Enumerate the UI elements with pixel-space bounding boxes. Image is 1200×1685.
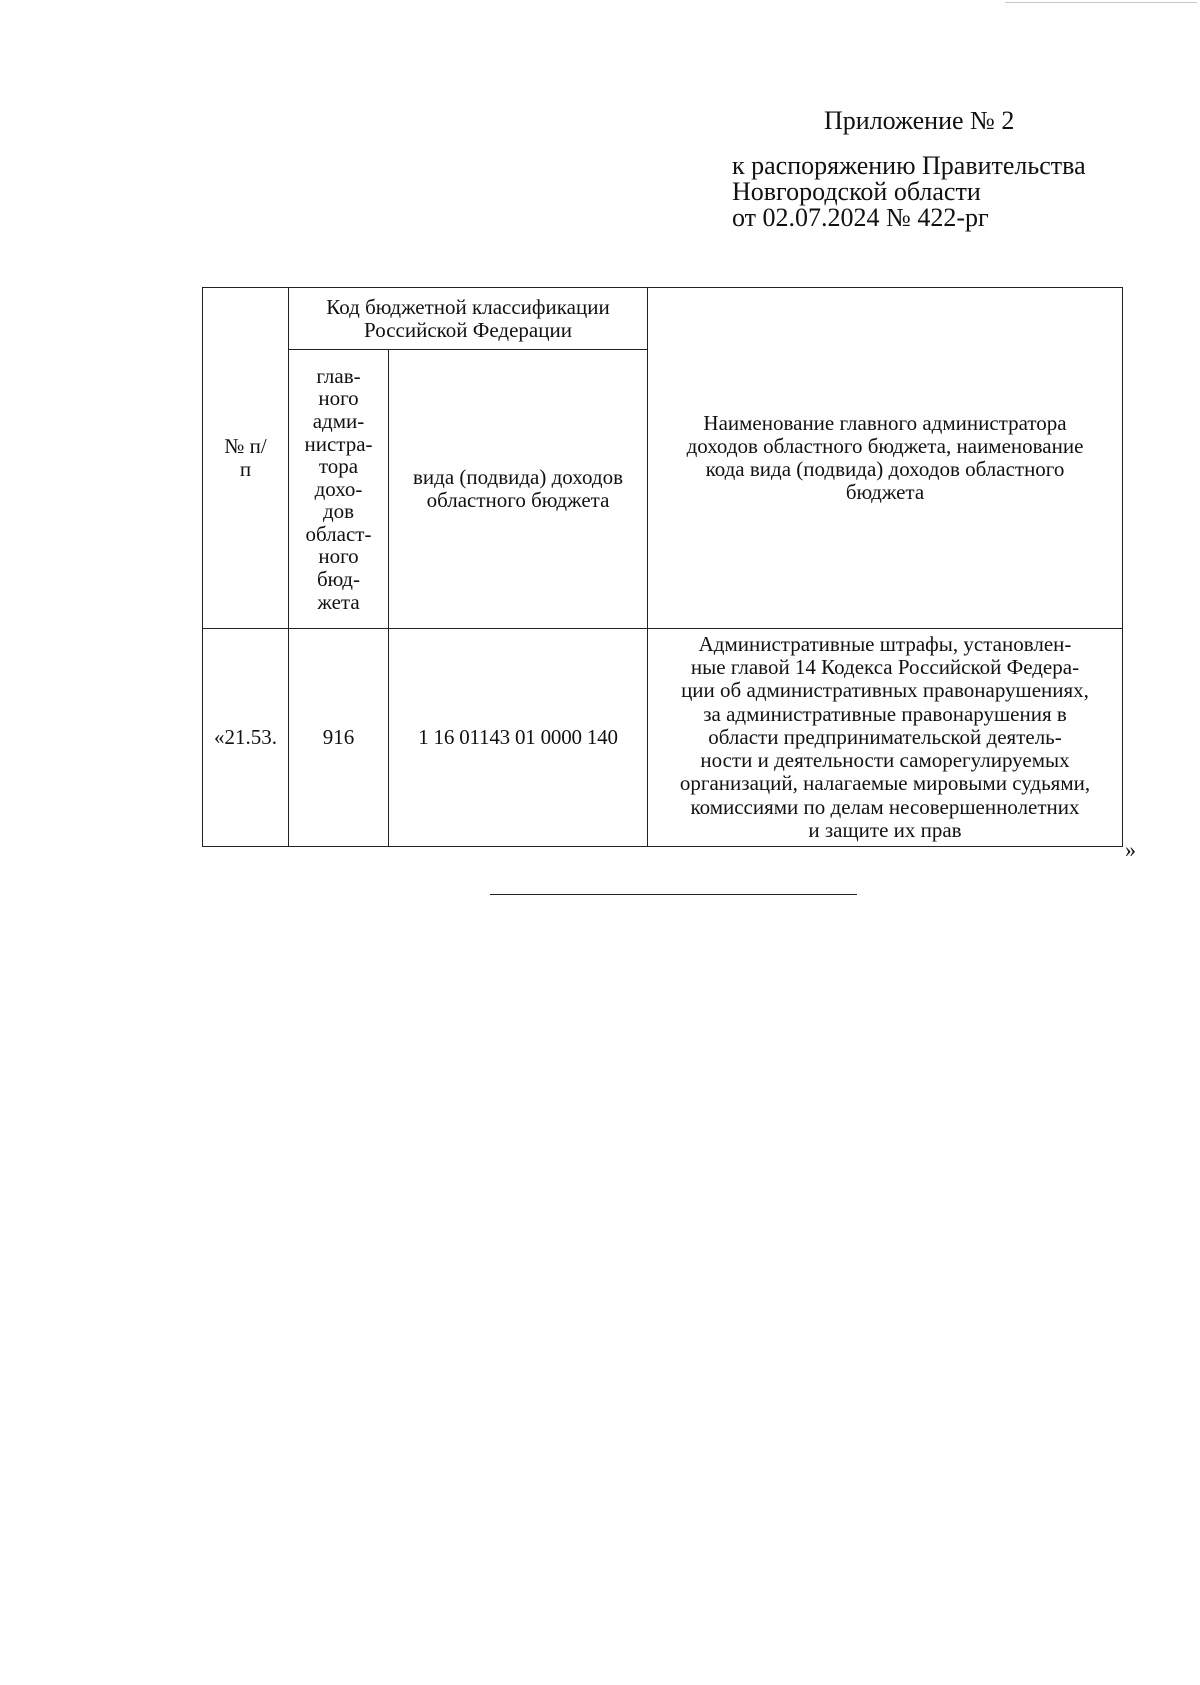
revenue-code-cell: 1 16 01143 01 0000 140 (389, 629, 648, 847)
description-cell (648, 629, 1123, 847)
header-row-number-label: № п/п (224, 434, 267, 481)
budget-classification-table (202, 287, 1123, 847)
header-chief-admin-label: глав- ного адми- нистра- тора дохо- дов област- ного бюд- жета (304, 363, 373, 614)
appendix-reference-line-1: к распоряжению Правительства (732, 151, 1086, 180)
appendix-title: Приложение № 2 (824, 106, 1015, 135)
closing-quote: » (1125, 837, 1136, 862)
appendix-reference-line-3: от 02.07.2024 № 422-рг (732, 203, 989, 232)
page-edge-line (1005, 2, 1197, 3)
appendix-reference-line-2: Новгородской области (732, 177, 981, 206)
header-name-label: Наименование главного администратора доходов областного бюджета, наименование кода вида (подвида) доходов областного бюджета (686, 411, 1084, 504)
header-budget-code-label: Код бюджетной классификации Российской Федерации (326, 294, 610, 342)
table-header-row-1 (203, 288, 1123, 350)
description-text: Административные штрафы, установлен- ные главой 14 Кодекса Российской Федера- ции об административных правонарушениях, за административные правонарушения в области предпринимательской деятель- ности и деятельности саморегулируемых организаций, налагаемые мировыми судьями, комиссиями по делам несовершеннолетних и защите их прав (679, 631, 1091, 843)
header-chief-admin (289, 350, 389, 629)
end-rule (490, 894, 857, 895)
header-row-number (203, 288, 289, 629)
header-revenue-type (389, 350, 648, 629)
admin-code-cell: 916 (289, 629, 389, 847)
appendix-header (732, 108, 1152, 231)
row-number-cell: «21.53. (203, 629, 289, 847)
header-budget-code (289, 288, 648, 350)
header-revenue-type-label: вида (подвида) доходов областного бюджета (413, 465, 623, 512)
header-name (648, 288, 1123, 629)
table-row (203, 629, 1123, 847)
